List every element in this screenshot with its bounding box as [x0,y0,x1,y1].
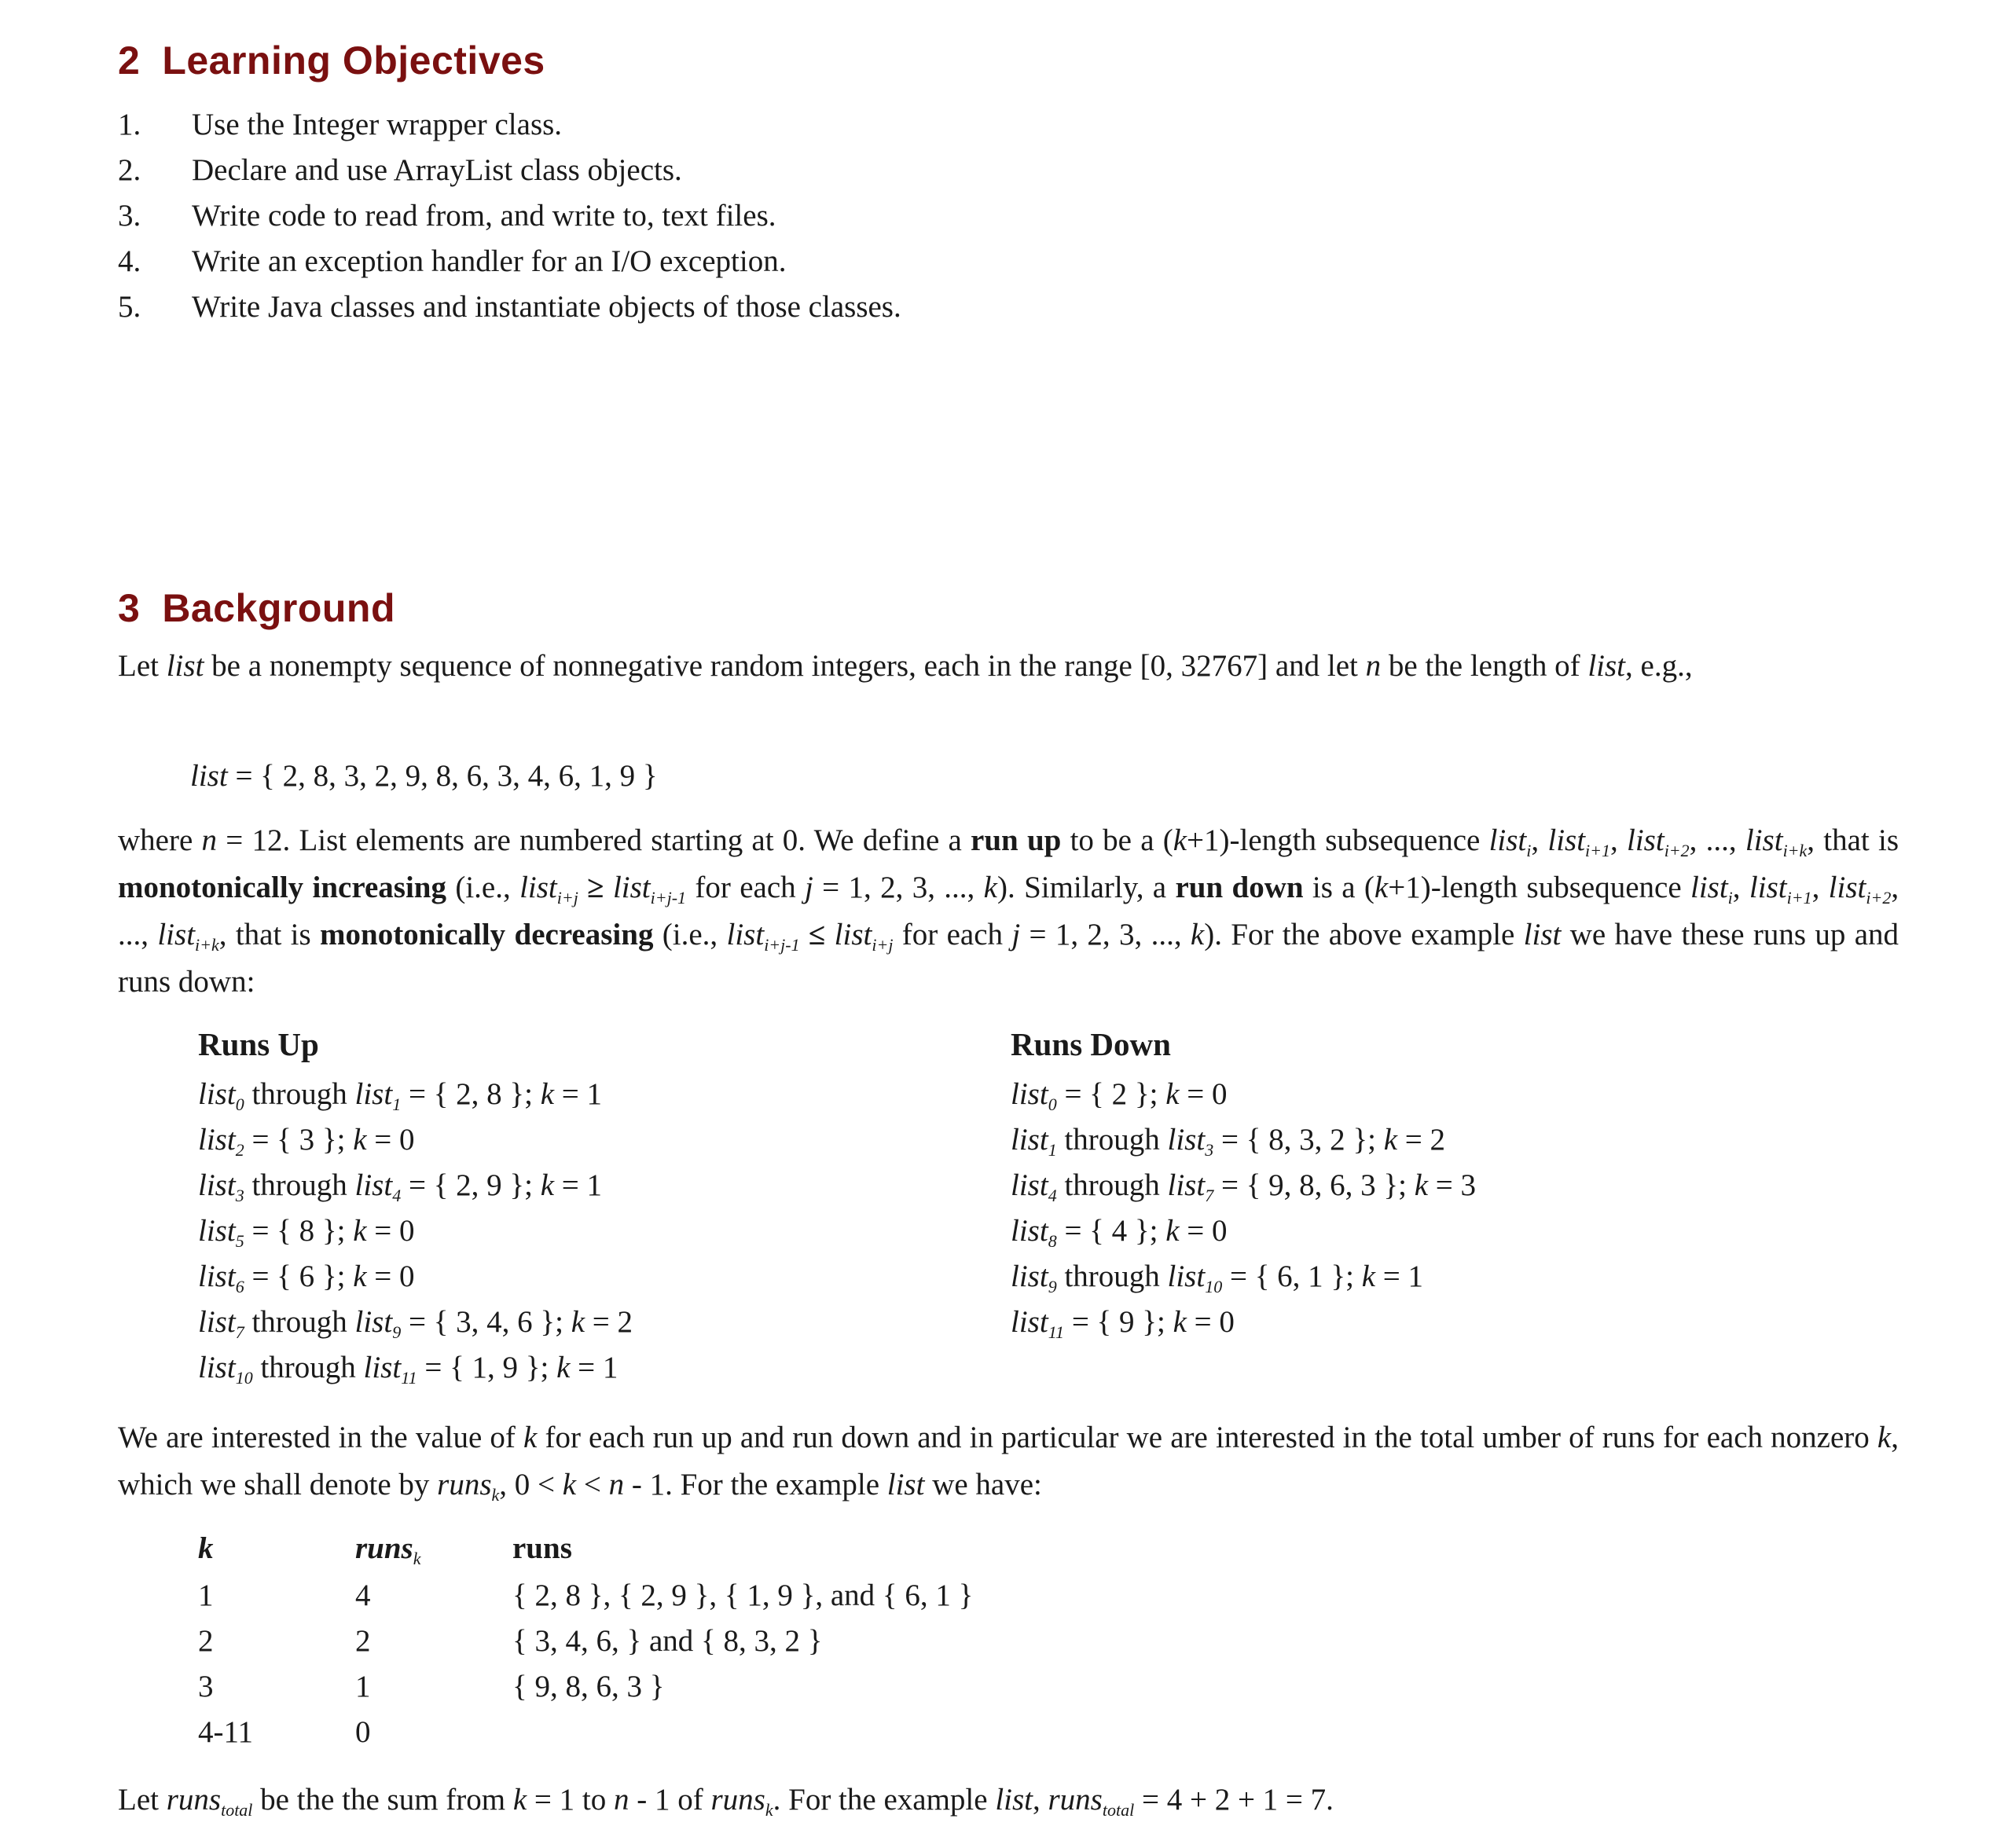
table-cell-runs: { 9, 8, 6, 3 } [512,1670,665,1703]
background-paragraph-2: where n = 12. List elements are numbered starting at 0. We define a run up to be a (k+1)-length subsequence list$_i$, list$_{i+1}$, list$_{i+2}$, ..., list$_{i+k}$, that is monotonically increasing (i.e., list$_{i+j}$ ≥ list$_{i+j-1}$ for each j = 1, 2, 3, ..., k). Similarly, a run down is a (k+1)-length subsequence list$_i$, list$_{i+1}$, list$_{i+2}$, ..., list$_{i+k}$, that is monotonically decreasing (i.e., list$_{i+j-1}$ ≤ list$_{i+j}$ for each j = 1, 2, 3, ..., k). For the above example list we have these runs up and runs down: [118,823,1899,999]
table-header-k: k [198,1531,214,1565]
example-list-equation: list = { 2, 8, 3, 2, 9, 8, 6, 3, 4, 6, 1, 9 } [190,759,658,793]
background-paragraph-4: Let runs$_{total}$ be the the sum from k = 1 to n - 1 of runs$_k$. For the example list, runs$_{total}$ = 4 + 2 + 1 = 7. [118,1783,1334,1820]
section-3-heading [118,585,395,631]
objective-item: 1. Use the Integer wrapper class. [118,108,563,141]
objective-item: 3. Write code to read from, and write to, text files. [118,199,776,233]
runs-up-row: list$_7$ through list$_9$ = { 3, 4, 6 }; k = 2 [198,1305,633,1342]
runs-down-heading: Runs Down [1011,1026,1171,1062]
background-paragraph-3: We are interested in the value of k for each run up and run down and in particular we are interested in the total umber of runs for each nonzero k, which we shall denote by runs$_k$, 0 < k < n - 1. For the example list we have: [118,1421,1899,1505]
table-cell-runs: { 3, 4, 6, } and { 8, 3, 2 } [512,1624,823,1658]
runs-up-row: list$_0$ through list$_1$ = { 2, 8 }; k = 1 [198,1077,603,1114]
runs-down-row: list$_0$ = { 2 }; k = 0 [1011,1077,1228,1114]
runs-up-row: list$_5$ = { 8 }; k = 0 [198,1214,415,1251]
section-3-number: 3 [118,586,141,630]
objective-item: 4. Write an exception handler for an I/O exception. [118,244,787,278]
section-3-title: Background [162,586,396,630]
runs-up-row: list$_{10}$ through list$_{11}$ = { 1, 9 }; k = 1 [198,1351,618,1388]
table-header-runs-k: runs$_k$ [355,1531,421,1568]
runs-down-row: list$_9$ through list$_{10}$ = { 6, 1 }; k = 1 [1011,1260,1424,1296]
table-cell-count: 1 [355,1670,371,1703]
objective-item: 2. Declare and use ArrayList class objects. [118,153,682,187]
runs-down-row: list$_4$ through list$_7$ = { 9, 8, 6, 3 }; k = 3 [1011,1168,1477,1205]
table-cell-count: 0 [355,1715,371,1749]
runs-up-heading: Runs Up [198,1026,319,1062]
table-cell-count: 4 [355,1578,371,1612]
section-2-number: 2 [118,38,141,82]
runs-up-row: list$_2$ = { 3 }; k = 0 [198,1123,415,1160]
runs-down-row: list$_8$ = { 4 }; k = 0 [1011,1214,1228,1251]
objective-item: 5. Write Java classes and instantiate objects of those classes. [118,290,901,324]
background-paragraph-1: Let list be a nonempty sequence of nonnegative random integers, each in the range [0, 32767] and let n be the length of list, e.g., [118,649,1693,683]
table-cell-k: 2 [198,1624,214,1658]
table-header-runs: runs [512,1531,572,1565]
runs-down-row: list$_{11}$ = { 9 }; k = 0 [1011,1305,1235,1342]
section-2-title: Learning Objectives [162,38,545,82]
runs-up-row: list$_6$ = { 6 }; k = 0 [198,1260,415,1296]
runs-up-row: list$_3$ through list$_4$ = { 2, 9 }; k = 1 [198,1168,603,1205]
table-cell-count: 2 [355,1624,371,1658]
table-cell-k: 3 [198,1670,214,1703]
table-cell-k: 4-11 [198,1715,254,1749]
table-cell-runs: { 2, 8 }, { 2, 9 }, { 1, 9 }, and { 6, 1 } [512,1578,974,1612]
table-cell-k: 1 [198,1578,214,1612]
runs-down-row: list$_1$ through list$_3$ = { 8, 3, 2 }; k = 2 [1011,1123,1446,1160]
section-2-heading [118,38,545,83]
